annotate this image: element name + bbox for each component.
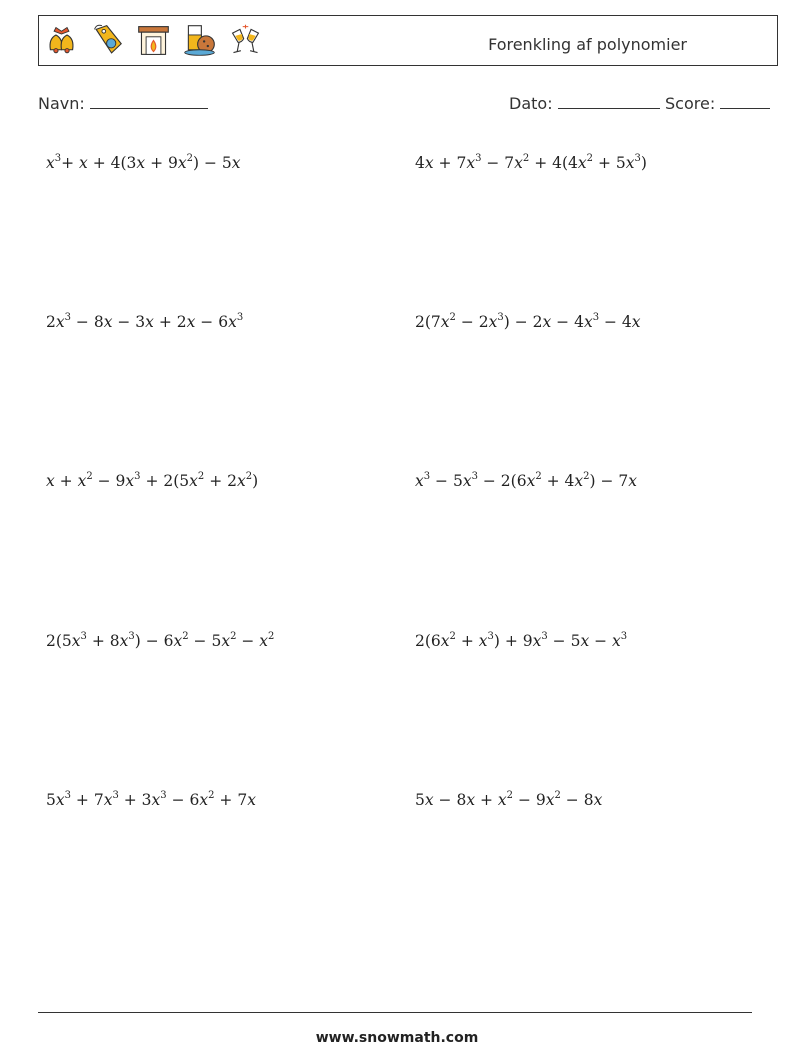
name-blank[interactable] bbox=[90, 93, 208, 109]
bells-icon bbox=[43, 22, 80, 59]
name-label: Navn: bbox=[38, 94, 85, 113]
page-title: Forenkling af polynomier bbox=[488, 35, 687, 54]
score-blank[interactable] bbox=[720, 93, 770, 109]
problem-3: $2x^3 - 8x - 3x + 2x - 6x^3$ bbox=[46, 312, 244, 331]
date-label: Dato: bbox=[509, 94, 553, 113]
problem-7: $2(5x^3 + 8x^3) - 6x^2 - 5x^2 - x^2$ bbox=[46, 631, 275, 650]
problem-8: $2(6x^2 + x^3) + 9x^3 - 5x - x^3$ bbox=[415, 631, 628, 650]
problem-1: $x^3+ x + 4(3x + 9x^2) - 5x$ bbox=[46, 153, 241, 172]
worksheet-header bbox=[38, 15, 778, 66]
problem-10: $5x - 8x + x^2 - 9x^2 - 8x$ bbox=[415, 790, 603, 809]
problem-9: $5x^3 + 7x^3 + 3x^3 - 6x^2 + 7x$ bbox=[46, 790, 256, 809]
footer-url: www.snowmath.com bbox=[315, 1030, 479, 1046]
problem-5: $x + x^2 - 9x^3 + 2(5x^2 + 2x^2)$ bbox=[46, 471, 259, 490]
problem-2: $4x + 7x^3 - 7x^2 + 4(4x^2 + 5x^3)$ bbox=[415, 153, 647, 172]
date-field[interactable] bbox=[509, 93, 660, 113]
problem-4: $2(7x^2 - 2x^3) - 2x - 4x^3 - 4x$ bbox=[415, 312, 641, 331]
milk-and-cookies-icon bbox=[181, 22, 218, 59]
fireplace-icon bbox=[135, 22, 172, 59]
name-field[interactable] bbox=[38, 93, 208, 113]
score-field[interactable] bbox=[665, 93, 770, 113]
problem-6: $x^3 - 5x^3 - 2(6x^2 + 4x^2) - 7x$ bbox=[415, 471, 638, 490]
footer-divider bbox=[38, 1012, 752, 1013]
header-icons bbox=[43, 22, 264, 59]
score-label: Score: bbox=[665, 94, 716, 113]
gift-tag-icon bbox=[89, 22, 126, 59]
date-blank[interactable] bbox=[558, 93, 660, 109]
champagne-toast-icon bbox=[227, 22, 264, 59]
